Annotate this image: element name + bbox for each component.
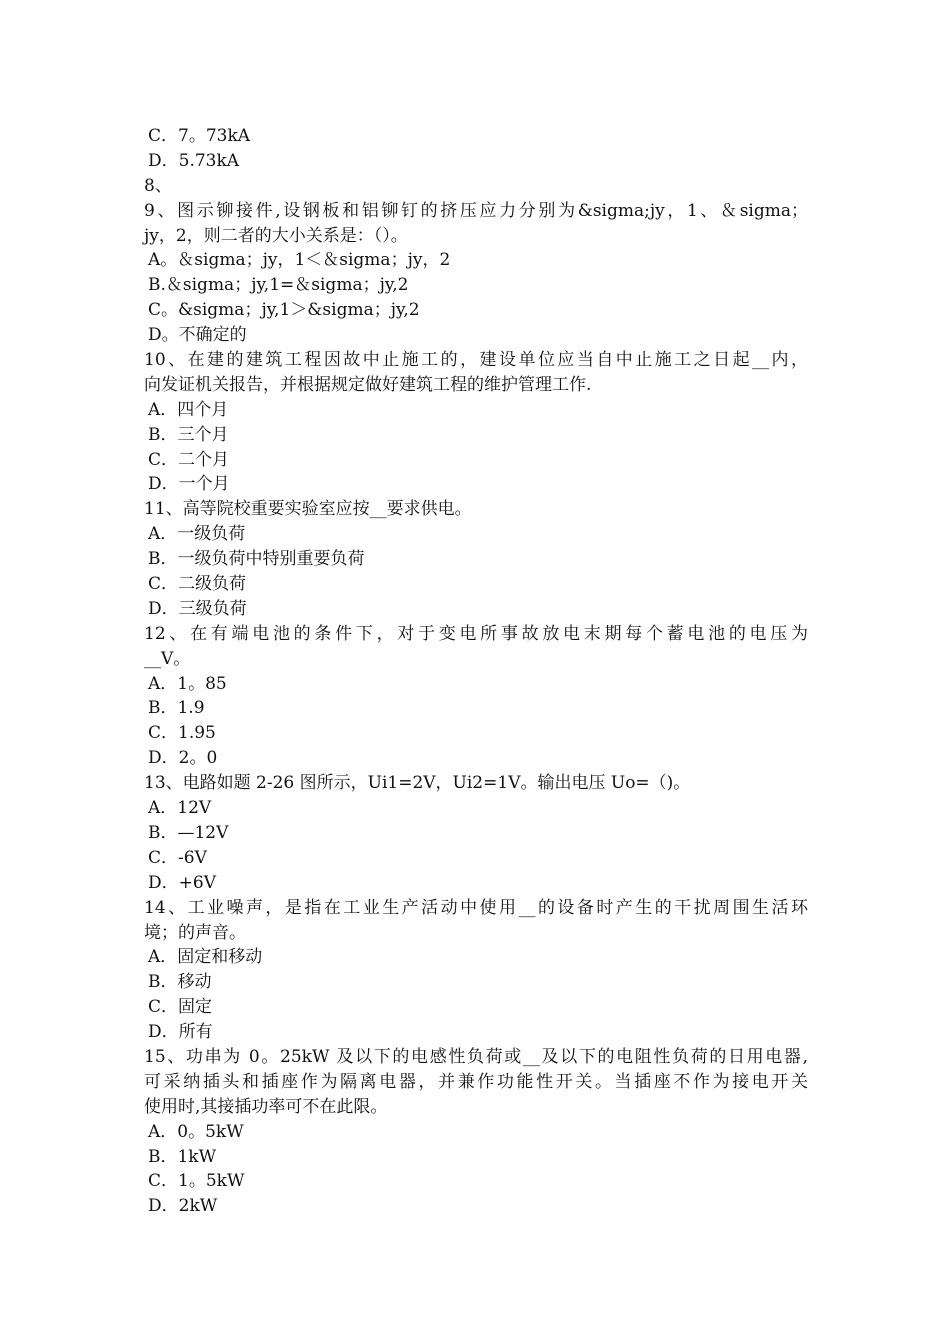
answer-option: C．二级负荷 (148, 574, 247, 595)
question-text: 9、图示铆接件,设钢板和铝铆钉的挤压应力分别为&sigma;jy，1、＆sigma； (144, 200, 808, 221)
answer-option: C。&sigma；jy,1＞&sigma；jy,2 (148, 300, 420, 321)
answer-option: D．2。0 (148, 748, 218, 769)
answer-option: B．移动 (148, 972, 212, 993)
question-text: 15、功串为 0。25kW 及以下的电感性负荷或__及以下的电阻性负荷的日用电器, (144, 1046, 808, 1067)
answer-option: D．5.73kA (148, 150, 240, 171)
answer-option: A．12V (148, 798, 212, 819)
answer-option: B．—12V (148, 822, 229, 843)
answer-option: A．四个月 (148, 399, 229, 420)
question-text: jy，2，则二者的大小关系是：（）。 (144, 225, 408, 246)
answer-option: D．一个月 (148, 474, 230, 495)
question-text: 11、高等院校重要实验室应按__要求供电。 (144, 499, 472, 520)
question-text: 境；的声音。 (144, 922, 246, 943)
answer-option: D．所有 (148, 1022, 213, 1043)
answer-option: B．三个月 (148, 424, 229, 445)
question-text: 向发证机关报告，并根据规定做好建筑工程的维护管理工作. (144, 374, 592, 395)
question-text: __V。 (144, 648, 191, 669)
question-text: 10、在建的建筑工程因故中止施工的，建设单位应当自中止施工之日起__内， (144, 350, 808, 371)
answer-option: C．二个月 (148, 449, 230, 470)
answer-option: B．1.9 (148, 698, 205, 719)
answer-option: D．+6V (148, 872, 216, 893)
question-text: 14、工业噪声，是指在工业生产活动中使用__的设备时产生的干扰周围生活环 (144, 897, 808, 918)
answer-option: A。＆sigma；jy，1＜＆sigma；jy，2 (148, 250, 451, 271)
answer-option: A．一级负荷 (148, 524, 246, 545)
answer-option: C．-6V (148, 847, 207, 868)
question-text: 12、在有端电池的条件下，对于变电所事故放电末期每个蓄电池的电压为 (144, 623, 808, 644)
question-text: 13、电路如题 2-26 图所示，Ui1=2V，Ui2=1V。输出电压 Uo=（)。 (144, 773, 691, 794)
answer-option: D。不确定的 (148, 325, 247, 346)
question-text: 使用时,其接插功率可不在此限。 (144, 1096, 388, 1117)
answer-option: A．0。5kW (148, 1121, 244, 1142)
answer-option: B.＆sigma；jy,1=＆sigma；jy,2 (148, 275, 409, 296)
answer-option: B．1kW (148, 1146, 217, 1167)
answer-option: A．1。85 (148, 673, 227, 694)
question-text: 8、 (144, 175, 172, 196)
answer-option: D．三级负荷 (148, 598, 247, 619)
answer-option: A．固定和移动 (148, 947, 263, 968)
answer-option: B．一级负荷中特别重要负荷 (148, 549, 365, 570)
answer-option: C．固定 (148, 997, 213, 1018)
answer-option: C．7。73kA (148, 126, 251, 146)
document-body (144, 124, 808, 1219)
answer-option: C．1。5kW (148, 1171, 245, 1192)
question-text: 可采纳插头和插座作为隔离电器，并兼作功能性开关。当插座不作为接电开关 (144, 1071, 808, 1092)
answer-option: C．1.95 (148, 723, 216, 744)
answer-option: D．2kW (148, 1196, 218, 1217)
